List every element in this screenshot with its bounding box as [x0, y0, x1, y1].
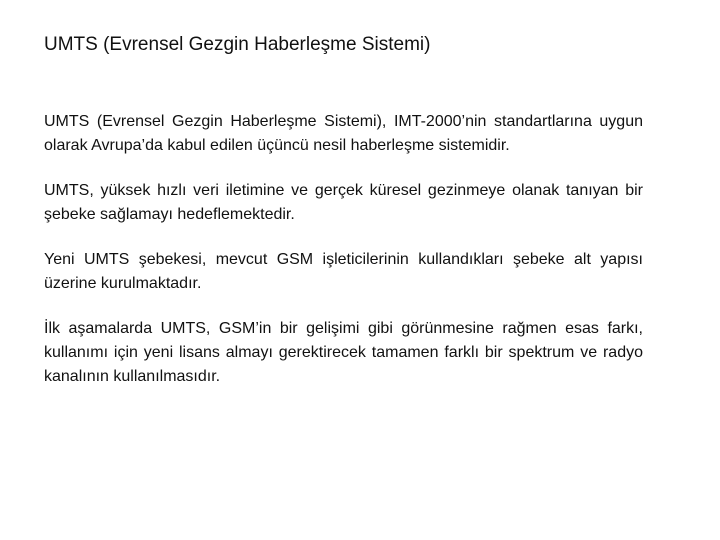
slide-body	[44, 110, 643, 410]
paragraph-3: Yeni UMTS şebekesi, mevcut GSM işleticilerinin kullandıkları şebeke alt yapısı üzerine kurulmaktadır.	[44, 251, 643, 292]
paragraph-1: UMTS (Evrensel Gezgin Haberleşme Sistemi), IMT-2000’nin standartlarına uygun olarak Avrupa’da kabul edilen üçüncü nesil haberleşme sistemidir.	[44, 113, 643, 154]
paragraph-2: UMTS, yüksek hızlı veri iletimine ve gerçek küresel gezinmeye olanak tanıyan bir şebeke sağlamayı hedeflemektedir.	[44, 182, 643, 223]
paragraph-4: İlk aşamalarda UMTS, GSM’in bir gelişimi gibi görünmesine rağmen esas farkı, kullanımı için yeni lisans almayı gerektirecek tamamen farklı bir spektrum ve radyo kanalının kullanılmasıdır.	[44, 320, 643, 385]
slide-title: UMTS (Evrensel Gezgin Haberleşme Sistemi)	[44, 34, 431, 55]
